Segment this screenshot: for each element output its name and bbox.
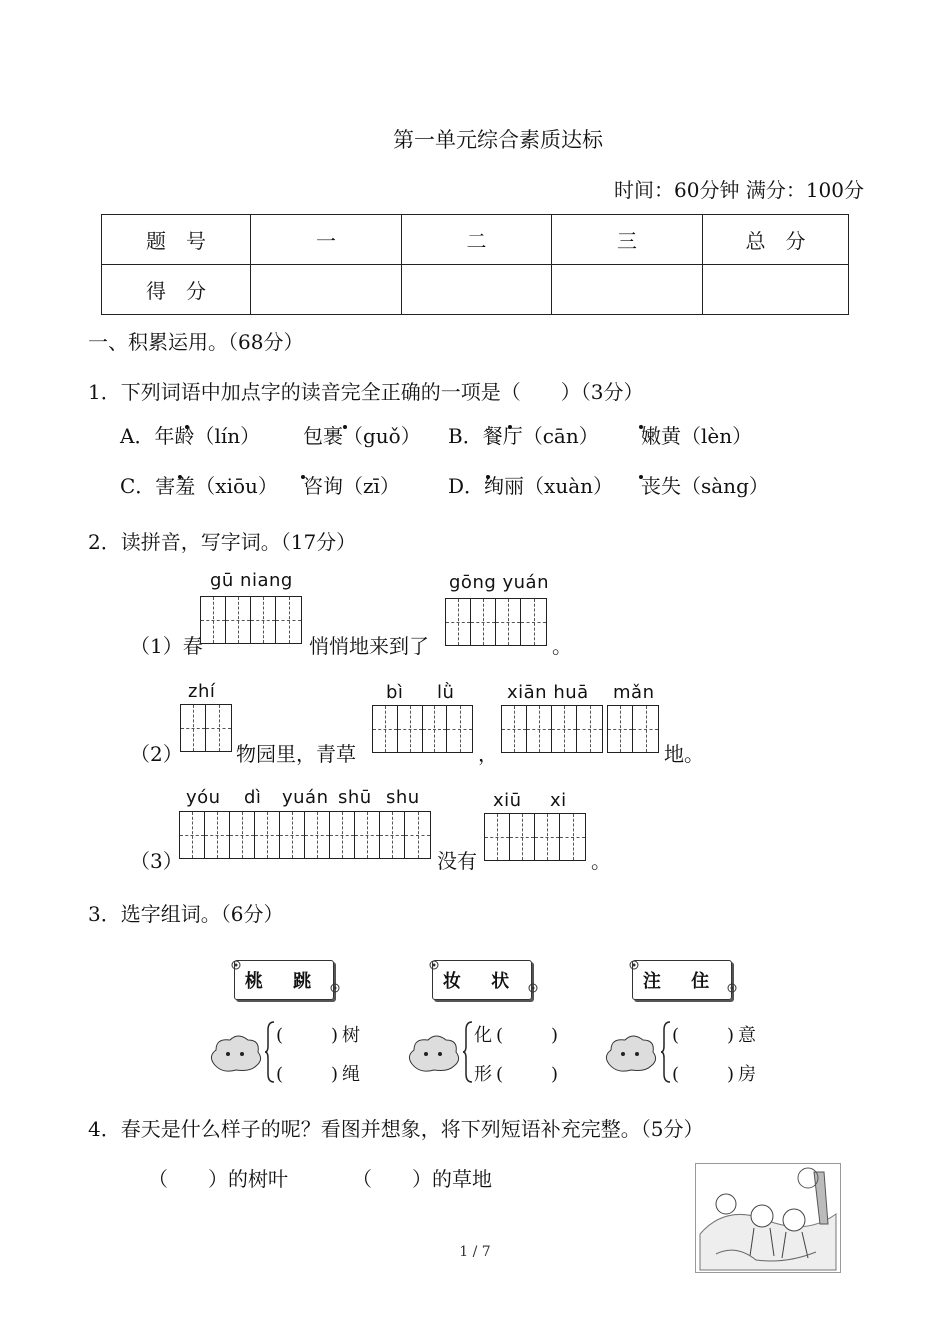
sentence-end: 。 [591, 849, 611, 873]
score-input[interactable] [402, 265, 552, 315]
header-cell: 二 [402, 215, 552, 265]
flower-icon [624, 957, 644, 973]
word-blank[interactable]: ( )绳 [276, 1064, 365, 1085]
phrase-blank[interactable]: （ ）的树叶 [148, 1167, 288, 1191]
pinyin: shu [386, 787, 420, 808]
header-cell: 一 [251, 215, 402, 265]
word-card: 注 住 [632, 960, 732, 1000]
sentence-comma: ， [478, 742, 498, 766]
pinyin: xi [550, 790, 567, 811]
pinyin: xiān huā [507, 682, 589, 703]
brace-icon [462, 1020, 474, 1084]
option-d1: D．绚丽（xuàn） [448, 474, 613, 498]
table-row [102, 265, 849, 315]
sentence-end: 。 [552, 634, 572, 658]
page-number: 1 / 7 [459, 1244, 491, 1260]
writing-grid[interactable] [607, 705, 659, 753]
brace-icon [264, 1020, 276, 1084]
table-row [102, 215, 849, 265]
header-cell: 总 分 [703, 215, 849, 265]
option-b2: 嫩黄（lèn） [641, 424, 753, 448]
pinyin: xiū [493, 790, 522, 811]
sentence-text: 没有 [437, 849, 477, 873]
word-card: 桃 跳 [234, 960, 334, 1000]
sentence-number: （2） [130, 742, 183, 766]
word-blank[interactable]: ( )树 [276, 1025, 365, 1046]
pinyin: dì [244, 787, 262, 808]
word-blank[interactable]: ( )意 [672, 1025, 761, 1046]
option-a2: 包裹（guǒ） [303, 424, 421, 448]
brace-icon [660, 1020, 672, 1084]
pinyin: lǜ [437, 682, 455, 703]
phrase-blank[interactable]: （ ）的草地 [352, 1167, 492, 1191]
option-c2: 咨询（zī） [303, 474, 400, 498]
sentence-text: 物园里，青草 [236, 742, 356, 766]
writing-grid[interactable] [200, 596, 302, 644]
word-blank[interactable]: ( )房 [672, 1064, 761, 1085]
score-input[interactable] [703, 265, 849, 315]
flower-icon [226, 957, 246, 973]
time-info: 时间：60分钟 满分：100分 [614, 178, 864, 202]
writing-grid[interactable] [501, 705, 603, 753]
option-a1 [120, 420, 260, 449]
cloud-icon [404, 1030, 462, 1076]
option-c1: C．害羞（xiōu） [120, 474, 278, 498]
flower-icon [327, 980, 343, 996]
pinyin: mǎn [613, 682, 655, 703]
option-d2: 丧失（sàng） [641, 474, 769, 498]
option-b1: B．餐厅（cān） [448, 424, 599, 448]
pinyin: gōng yuán [449, 572, 549, 593]
sentence-number: （1）春 [130, 634, 203, 658]
score-input[interactable] [552, 265, 703, 315]
header-cell: 题 号 [102, 215, 251, 265]
question-3: 3．选字组词。（6分） [88, 902, 284, 926]
score-input[interactable] [251, 265, 402, 315]
writing-grid[interactable] [445, 598, 547, 646]
score-table [101, 214, 849, 315]
pinyin: zhí [188, 681, 216, 702]
pinyin: yóu [186, 787, 221, 808]
header-cell: 三 [552, 215, 703, 265]
writing-grid[interactable] [372, 705, 473, 753]
writing-grid[interactable] [484, 813, 586, 861]
pinyin: shū [338, 787, 372, 808]
word-card: 妆 状 [432, 960, 532, 1000]
writing-grid[interactable] [179, 811, 431, 859]
flower-icon [525, 980, 541, 996]
pinyin: bì [386, 682, 404, 703]
flower-icon [424, 957, 444, 973]
sentence-text: 悄悄地来到了 [309, 634, 429, 658]
row-label: 得 分 [102, 265, 251, 315]
section-heading: 一、积累运用。（68分） [88, 330, 304, 354]
question-4: 4．春天是什么样子的呢？看图并想象，将下列短语补充完整。（5分） [88, 1117, 704, 1141]
sentence-end: 地。 [664, 742, 704, 766]
question-1: 1．下列词语中加点字的读音完全正确的一项是（ ）（3分） [88, 380, 644, 404]
writing-grid[interactable] [180, 704, 232, 752]
cloud-icon [206, 1030, 264, 1076]
word-blank[interactable]: 形( ) [474, 1064, 563, 1085]
pinyin: gū niang [210, 570, 293, 591]
option-text: A．年龄（lín） [120, 424, 261, 448]
pinyin: yuán [282, 787, 329, 808]
flower-icon [724, 980, 740, 996]
page-title: 第一单元综合素质达标 [393, 128, 603, 152]
cloud-icon [601, 1030, 659, 1076]
word-blank[interactable]: 化( ) [474, 1025, 563, 1046]
sentence-number: （3） [130, 849, 183, 873]
question-2: 2．读拼音，写字词。（17分） [88, 530, 357, 554]
